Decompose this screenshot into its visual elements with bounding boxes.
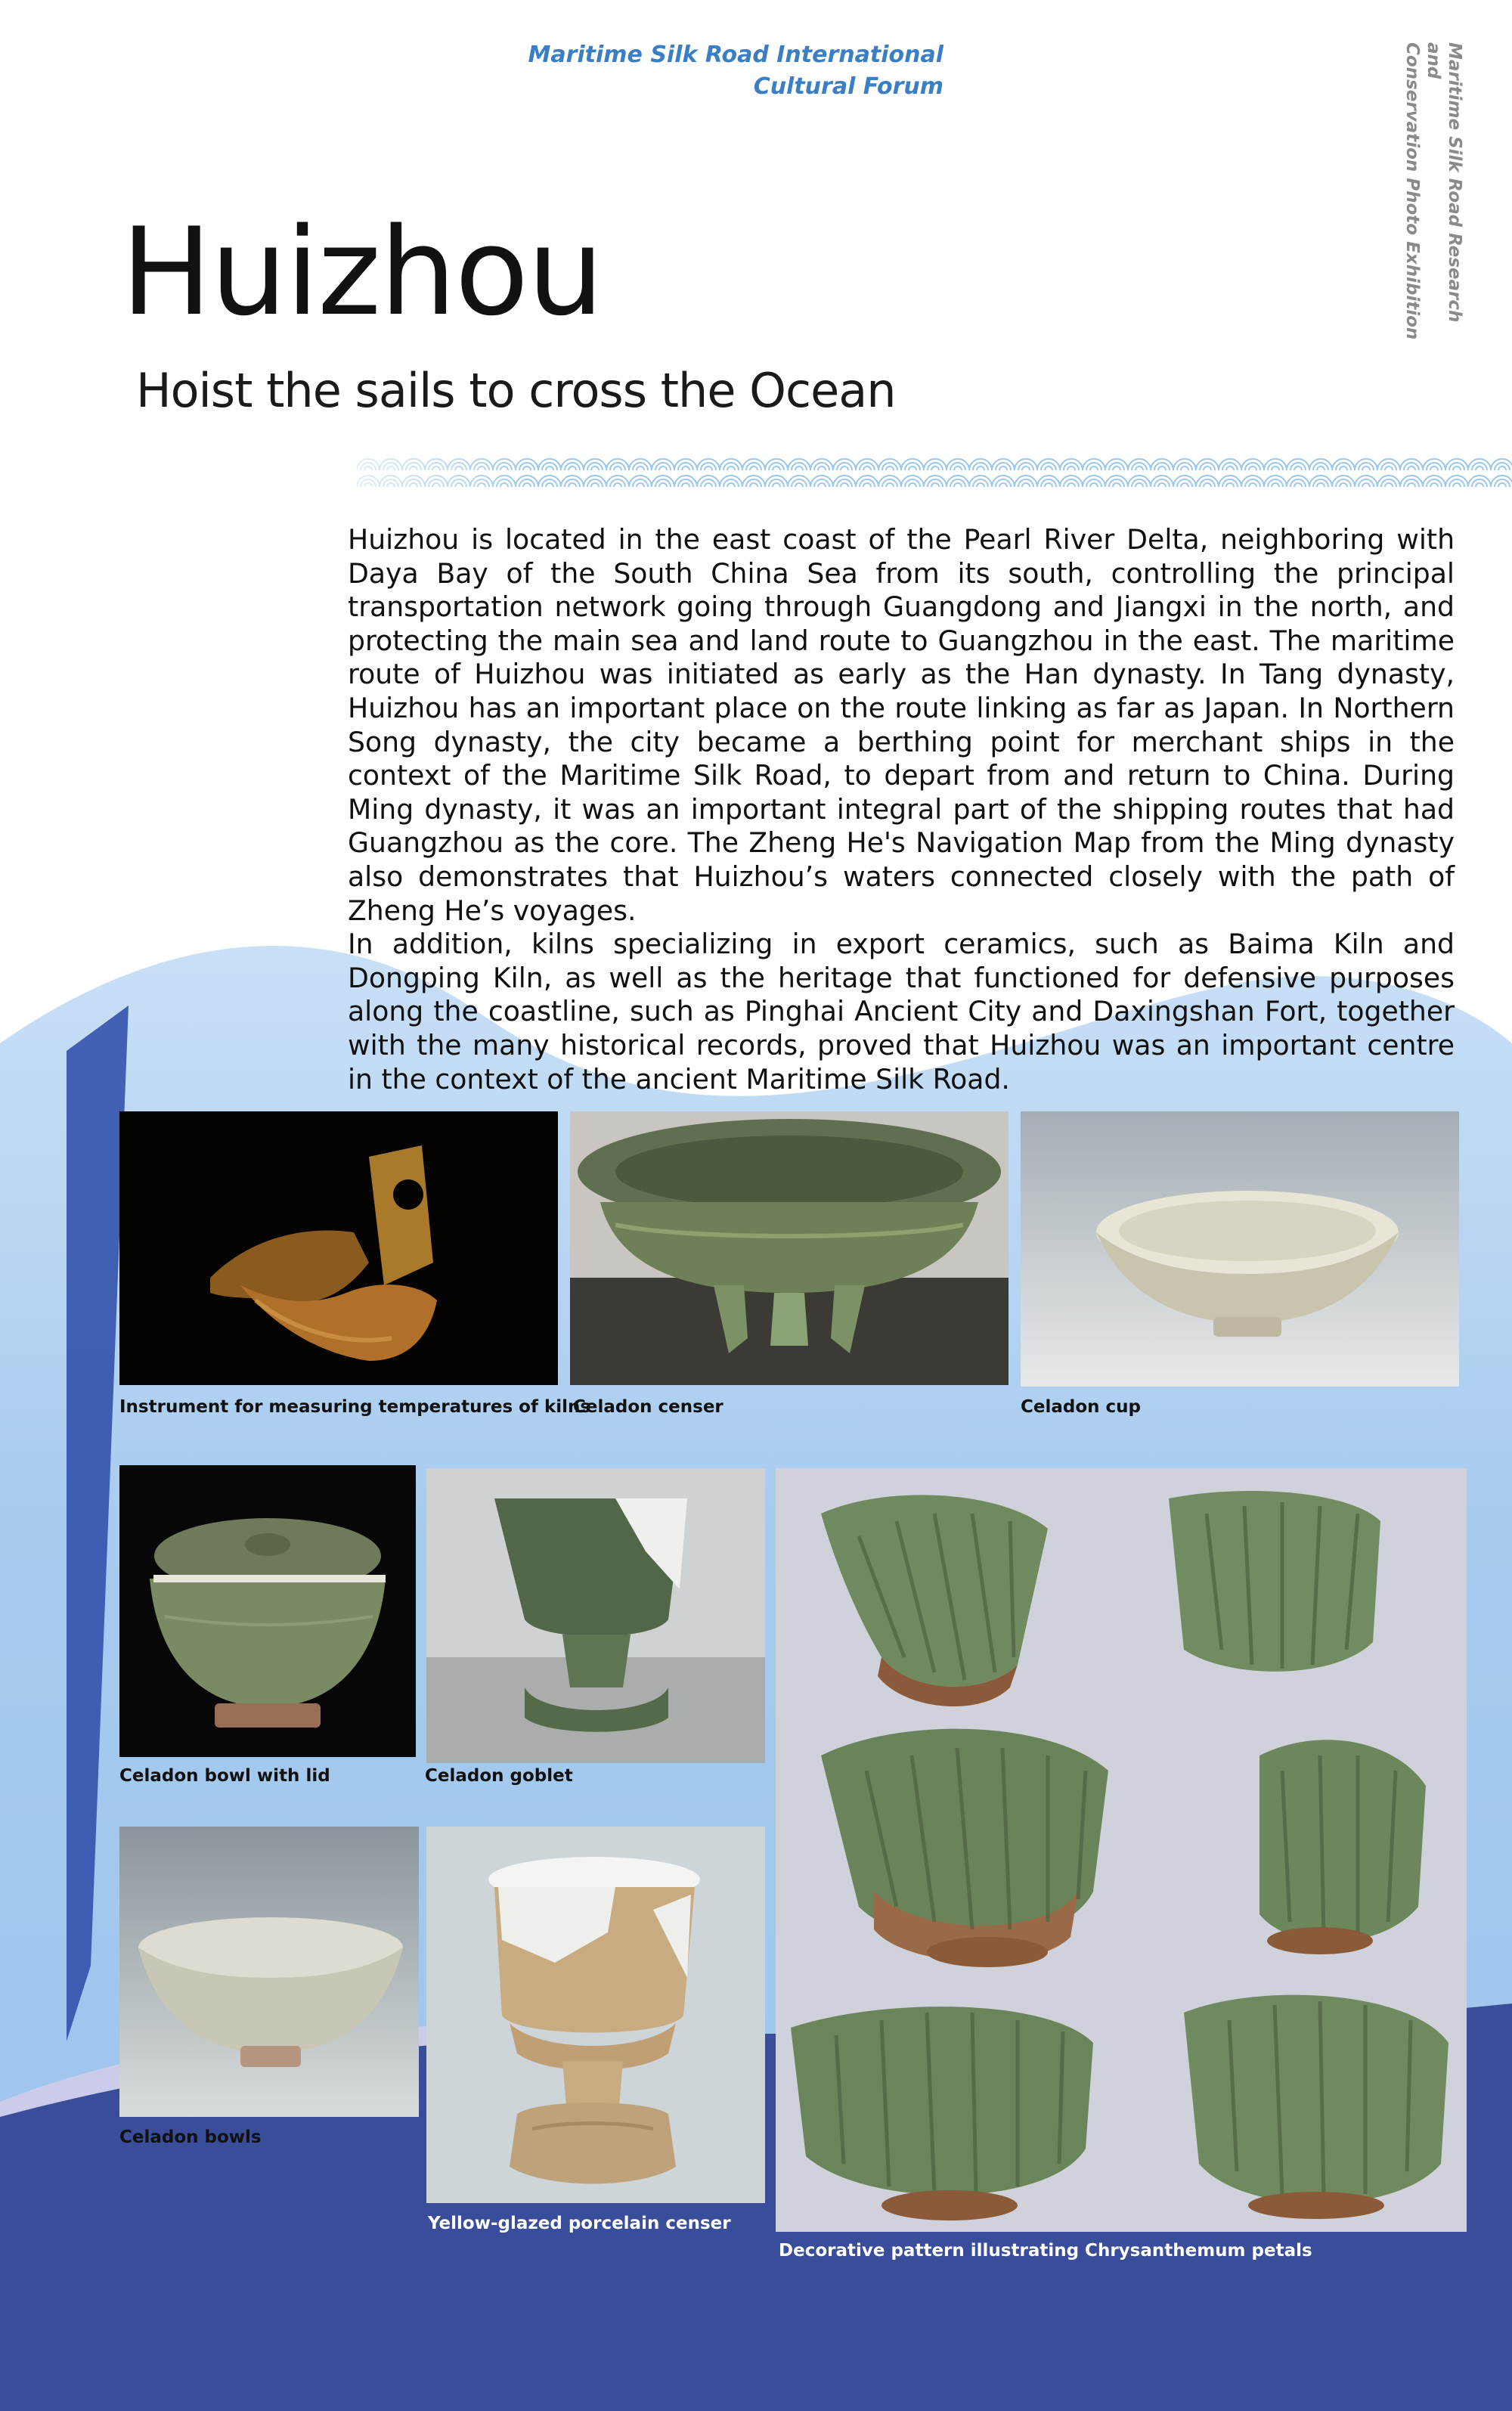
photo-celadon-bowls <box>119 1827 419 2117</box>
caption-celadon-goblet: Celadon goblet <box>425 1766 573 1786</box>
caption-yellow-glazed-censer: Yellow-glazed porcelain censer <box>428 2214 731 2233</box>
photo-celadon-bowl-with-lid <box>119 1465 416 1757</box>
body-paragraph-1: Huizhou is located in the east coast of the Pearl River Delta, neighboring with Daya Bay of the South China Sea from its south, controlling the principal transportation network going through Guangdong and Jiangxi in the north, and protecting the main sea and land route to Guangzhou in the east. The maritime route of Huizhou was initiated as early as the Han dynasty. In Tang dynasty, Huizhou has an important place on the route linking as far as Japan. In Northern Song dynasty, the city became a berthing point for merchant ships in the context of the Maritime Silk Road, to depart from and return to China. During Ming dynasty, it was an important integral part of the shipping routes that had Guangzhou as the core. The Zheng He's Navigation Map from the Ming dynasty also demonstrates that Huizhou’s waters connected closely with the path of Zheng He’s voyages. <box>348 523 1455 927</box>
wave-pattern-divider <box>357 454 1512 487</box>
photo-celadon-cup <box>1021 1111 1459 1387</box>
forum-title-line2: Cultural Forum <box>753 73 943 100</box>
page-title: Huizhou <box>121 201 603 342</box>
photo-celadon-goblet <box>426 1468 765 1763</box>
page-subtitle: Hoist the sails to cross the Ocean <box>136 363 896 418</box>
caption-celadon-censer: Celadon censer <box>573 1397 723 1417</box>
photo-chrysanthemum-shards <box>776 1468 1467 2232</box>
exhibition-vertical-title <box>1402 42 1465 345</box>
body-paragraph-2: In addition, kilns specializing in export ceramics, such as Baima Kiln and Dongping Kiln, as well as the heritage that functioned for defensive purposes along the coastline, such as Pinghai Ancient City and Daxingshan Fort, together with the many historical records, proved that Huizhou was an important centre in the context of the ancient Maritime Silk Road. <box>348 928 1455 1095</box>
forum-title <box>528 39 943 103</box>
photo-celadon-censer <box>570 1111 1009 1385</box>
exhibition-title-line2: Conservation Photo Exhibition <box>1402 42 1422 340</box>
body-text <box>348 523 1455 1096</box>
caption-kiln-instrument: Instrument for measuring temperatures of kilns <box>119 1397 591 1417</box>
caption-celadon-cup: Celadon cup <box>1021 1397 1142 1417</box>
photo-kiln-instrument <box>119 1111 558 1385</box>
caption-chrysanthemum: Decorative pattern illustrating Chrysanthemum petals <box>779 2241 1312 2261</box>
caption-celadon-bowls: Celadon bowls <box>119 2127 262 2147</box>
caption-celadon-bowl-with-lid: Celadon bowl with lid <box>119 1766 330 1786</box>
forum-title-line1: Maritime Silk Road International <box>528 42 943 68</box>
photo-yellow-glazed-censer <box>426 1827 765 2203</box>
exhibition-title-line1: Maritime Silk Road Research and <box>1424 42 1464 323</box>
